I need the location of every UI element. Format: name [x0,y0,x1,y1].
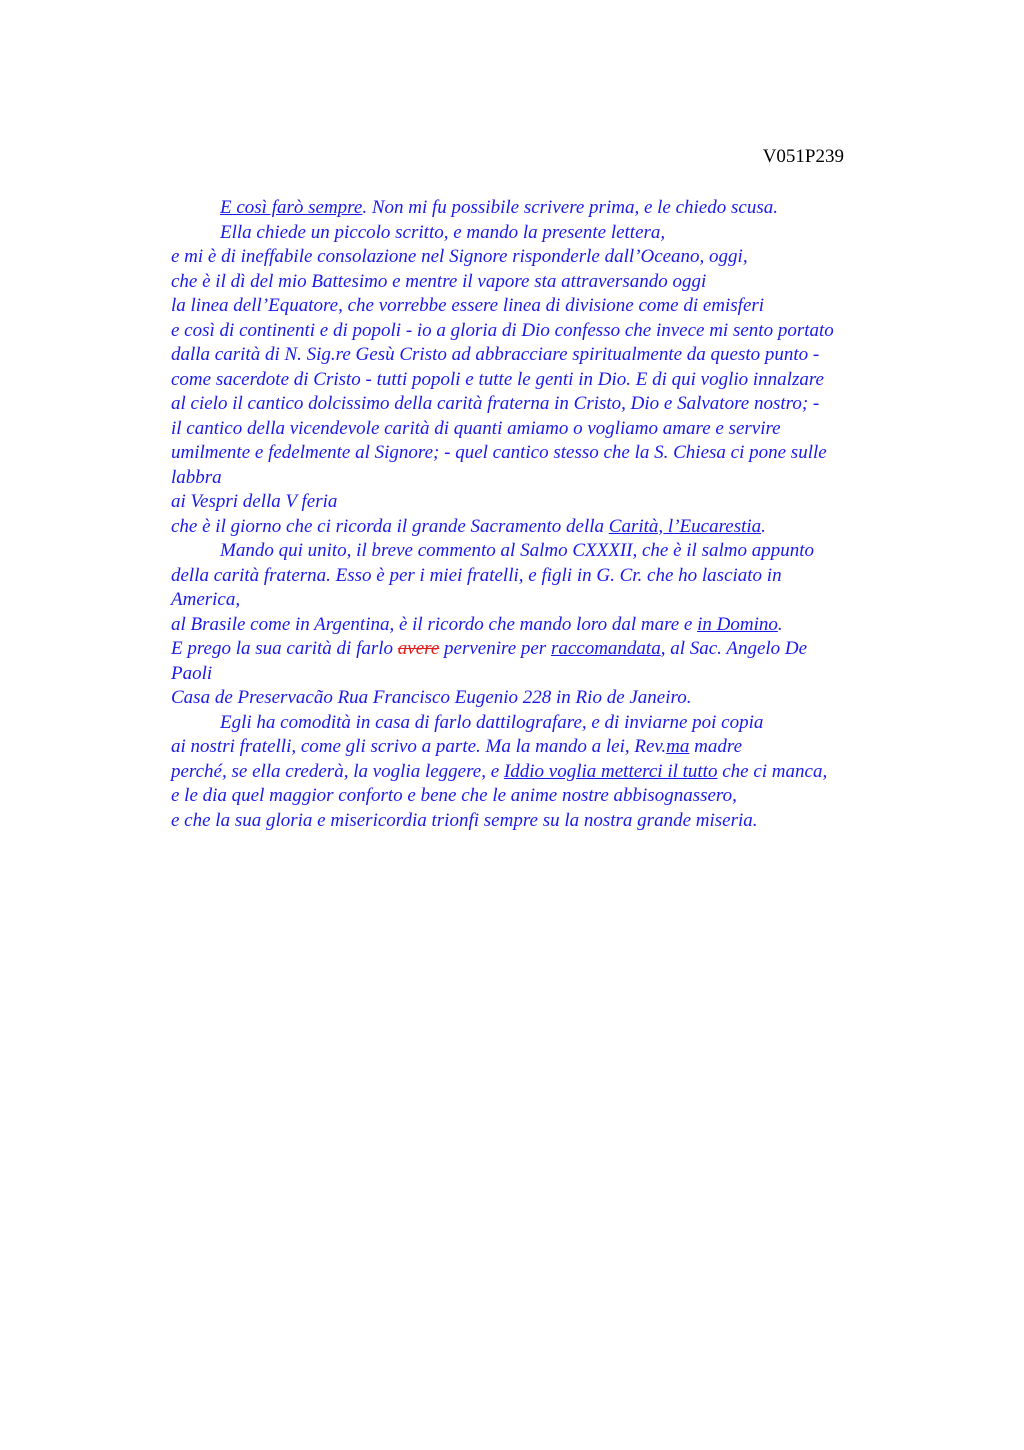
text-line: Casa de Preservacão Rua Francisco Eugenio 228 in Rio de Janeiro. [171,687,692,708]
text-run: . [777,613,783,635]
underlined-text: ma [666,736,690,757]
text-line: che è il dì del mio Battesimo e mentre il vapore sta attraversando oggi [171,270,707,292]
text-run: ai nostri fratelli, come gli scrivo a parte. Ma la mando a lei, Rev. [171,736,667,757]
text-run: E prego la sua carità di farlo [171,638,398,659]
text-line [171,515,911,540]
text-line: Egli ha comodità in casa di farlo dattilografare, e di inviarne poi copia [220,711,764,733]
underlined-text: in Domino [697,613,778,635]
text-line: America, [171,589,241,610]
text-run: madre [689,736,742,757]
underlined-text: Iddio voglia metterci il tutto [503,760,718,782]
text-line: e così di continenti e di popoli - io a gloria di Dio confesso che invece mi sento portato [171,319,834,341]
text-line [171,613,911,638]
text-line: umilmente e fedelmente al Signore; - quel cantico stesso che la S. Chiesa ci pone sulle [171,442,827,463]
underlined-text: Carità, l’Eucarestia [608,515,762,537]
text-line [171,760,911,785]
underlined-text: raccomandata [550,638,661,659]
text-line: ai Vespri della V feria [171,491,338,512]
deleted-text: avere [397,638,440,659]
text-line: della carità fraterna. Esso è per i miei fratelli, e figli in G. Cr. che ho lasciato in [171,564,782,586]
text-run: al Brasile come in Argentina, è il ricordo che mando loro dal mare e [171,613,698,635]
page-identifier: V051P239 [762,146,844,167]
text-line [171,196,911,221]
text-line: e mi è di ineffabile consolazione nel Signore risponderle dall’Oceano, oggi, [171,246,748,267]
text-line: e le dia quel maggior conforto e bene che le anime nostre abbisognassero, [171,785,737,806]
text-line: Paoli [171,662,213,684]
letter-body [171,196,911,833]
text-line: al cielo il cantico dolcissimo della carità fraterna in Cristo, Dio e Salvatore nostro; - [171,393,820,414]
text-line: labbra [171,466,222,488]
text-line: Ella chiede un piccolo scritto, e mando la presente lettera, [220,221,666,243]
text-run: . Non mi fu possibile scrivere prima, e le chiedo scusa. [362,197,778,218]
text-run: , al Sac. Angelo De [660,638,808,659]
text-line [171,735,911,760]
underlined-text: E così farò sempre [220,197,363,218]
text-line [171,637,911,662]
text-line: il cantico della vicendevole carità di quanti amiamo o vogliamo amare e servire [171,417,781,439]
text-run: che è il giorno che ci ricorda il grande Sacramento della [171,515,609,537]
text-run: pervenire per [439,638,551,659]
text-line: Mando qui unito, il breve commento al Salmo CXXXII, che è il salmo appunto [220,540,815,561]
text-line: e che la sua gloria e misericordia trionfi sempre su la nostra grande miseria. [171,809,758,831]
text-line: la linea dell’Equatore, che vorrebbe essere linea di divisione come di emisferi [171,295,765,316]
text-run: perché, se ella crederà, la voglia leggere, e [171,760,504,782]
text-run: che ci manca, [717,760,828,782]
text-run: . [761,515,766,537]
text-line: come sacerdote di Cristo - tutti popoli e tutte le genti in Dio. E di qui voglio innalzare [171,368,824,390]
text-line: dalla carità di N. Sig.re Gesù Cristo ad abbracciare spiritualmente da questo punto - [171,344,820,365]
